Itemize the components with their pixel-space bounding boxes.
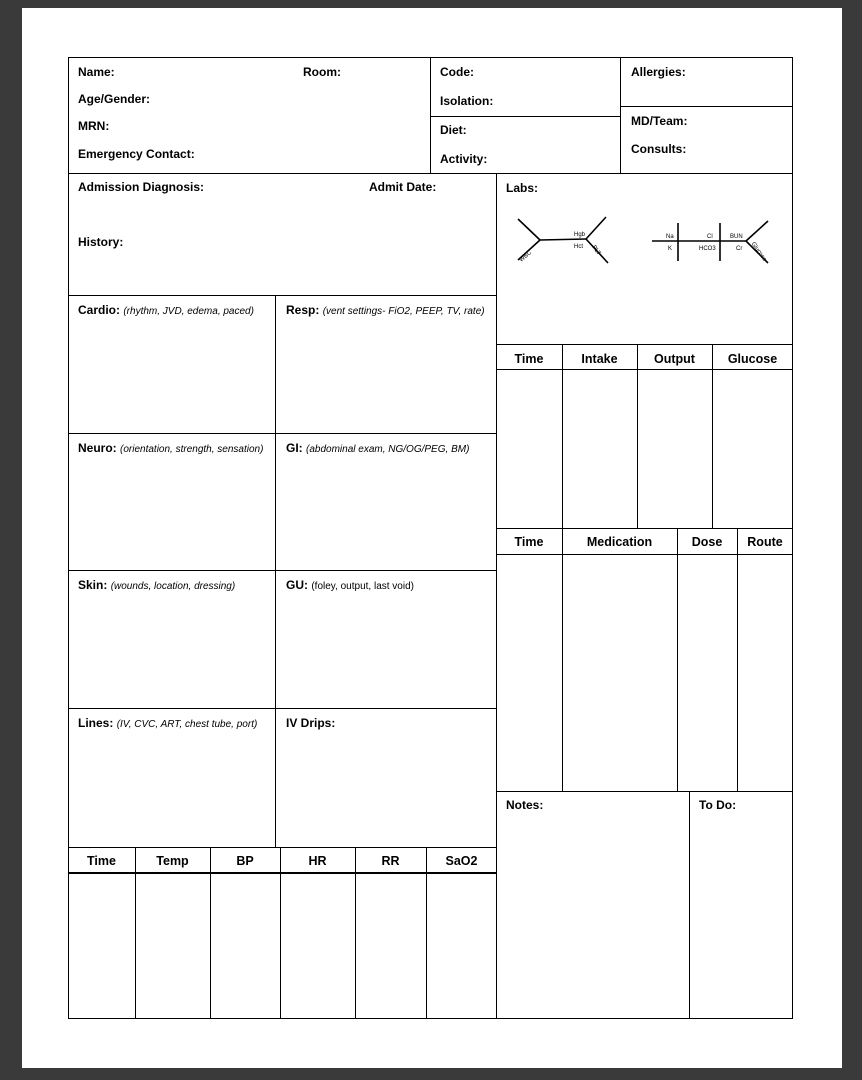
bmp-fishbone [652, 221, 768, 263]
skin-hint: (wounds, location, dressing) [110, 581, 236, 592]
vitals-header-rule [68, 872, 497, 874]
notes-label: Notes: [506, 798, 544, 812]
gi-section [286, 441, 469, 455]
vitals-header-sao2: SaO2 [445, 854, 478, 868]
med-header-time: Time [514, 535, 544, 549]
vitals-header-temp: Temp [156, 854, 189, 868]
bmp-cl: Cl [707, 234, 713, 240]
gi-hint: (abdominal exam, NG/OG/PEG, BM) [306, 444, 470, 455]
vitals-col-divider [355, 847, 356, 1019]
age-gender-label: Age/Gender: [78, 92, 151, 106]
vitals-col-divider [280, 847, 281, 1019]
gi-label: GI: [286, 441, 303, 455]
lab-skeletons [496, 203, 793, 273]
gu-hint: (foley, output, last void) [311, 581, 414, 592]
io-col-divider [637, 344, 638, 529]
allergies-label: Allergies: [631, 65, 686, 79]
bmp-k: K [668, 246, 673, 252]
cbc-plt: PLT [590, 244, 602, 257]
cardio-label: Cardio: [78, 303, 120, 317]
io-header-rule [496, 369, 793, 370]
vitals-header-hr: HR [308, 854, 327, 868]
med-header-route: Route [747, 535, 783, 549]
nursing-report-sheet [22, 8, 842, 1068]
cbc-hgb: Hgb [574, 232, 586, 238]
med-col-divider [562, 528, 563, 792]
history-label: History: [78, 235, 124, 249]
med-header-medication: Medication [586, 535, 653, 549]
med-header-rule [496, 554, 793, 555]
neuro-label: Neuro: [78, 441, 117, 455]
notes-box [496, 791, 690, 1019]
vitals-header-bp: BP [236, 854, 254, 868]
skin-section [78, 578, 235, 592]
md-team-label: MD/Team: [631, 114, 688, 128]
todo-label: To Do: [699, 798, 737, 812]
cardio-hint: (rhythm, JVD, edema, paced) [123, 306, 254, 317]
io-header-glucose: Glucose [727, 352, 778, 366]
resp-label: Resp: [286, 303, 320, 317]
bmp-na: Na [666, 234, 674, 240]
io-header-time: Time [514, 352, 544, 366]
io-col-divider [712, 344, 713, 529]
todo-box [689, 791, 793, 1019]
cbc-fishbone [518, 217, 608, 263]
code-label: Code: [440, 65, 474, 79]
bmp-bun: BUN [730, 234, 743, 240]
vitals-col-divider [210, 847, 211, 1019]
resp-section [286, 303, 485, 317]
consults-label: Consults: [631, 142, 687, 156]
gu-label: GU: [286, 578, 308, 592]
vitals-header-time: Time [87, 854, 116, 868]
med-col-divider [677, 528, 678, 792]
bmp-glucose: Glucose [749, 241, 768, 263]
bmp-hco3: HCO3 [699, 246, 716, 252]
emergency-contact-label: Emergency Contact: [78, 147, 195, 161]
cbc-wbc: WBC [518, 249, 534, 264]
room-label: Room: [303, 65, 341, 79]
lines-section [78, 716, 257, 730]
name-label: Name: [78, 65, 115, 79]
cardio-section [78, 303, 254, 317]
gu-section [286, 578, 414, 592]
io-header-intake: Intake [581, 352, 618, 366]
iv-drips-label: IV Drips: [286, 716, 336, 730]
resp-hint: (vent settings- FiO2, PEEP, TV, rate) [322, 306, 485, 317]
bmp-cr: Cr [736, 246, 743, 252]
admission-diagnosis-label: Admission Diagnosis: [78, 180, 205, 194]
io-col-divider [562, 344, 563, 529]
neuro-section [78, 441, 263, 455]
cbc-hct: Hct [574, 244, 583, 250]
med-table [496, 528, 793, 792]
vitals-col-divider [135, 847, 136, 1019]
lines-hint: (IV, CVC, ART, chest tube, port) [116, 719, 258, 730]
io-header-output: Output [654, 352, 695, 366]
med-col-divider [737, 528, 738, 792]
isolation-label: Isolation: [440, 94, 494, 108]
io-table [496, 344, 793, 529]
activity-label: Activity: [440, 152, 488, 166]
admit-date-label: Admit Date: [369, 180, 437, 194]
skin-label: Skin: [78, 578, 108, 592]
labs-label: Labs: [506, 181, 539, 195]
neuro-hint: (orientation, strength, sensation) [120, 444, 264, 455]
med-header-dose: Dose [691, 535, 723, 549]
mrn-label: MRN: [78, 119, 110, 133]
lines-label: Lines: [78, 716, 114, 730]
vitals-col-divider [426, 847, 427, 1019]
diet-label: Diet: [440, 123, 467, 137]
vitals-header-rr: RR [381, 854, 400, 868]
